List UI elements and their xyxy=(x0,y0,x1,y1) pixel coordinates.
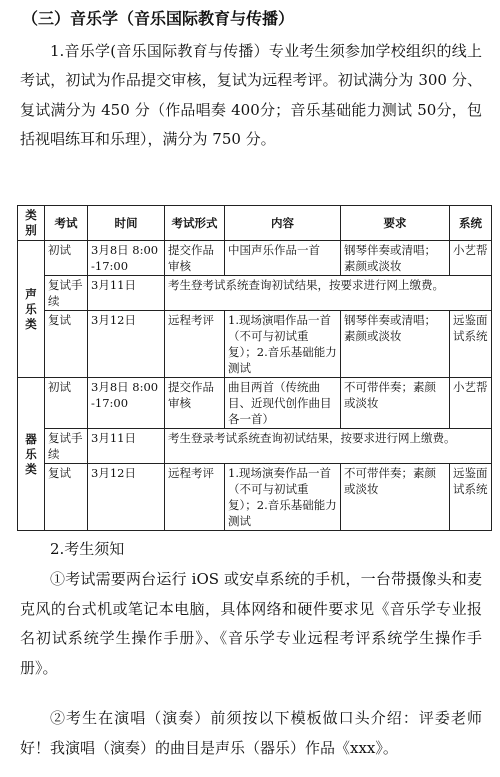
cell-time: 3月8日 8:00-17:00 xyxy=(88,241,165,276)
table-row xyxy=(18,378,492,429)
cell-form: 远程考评 xyxy=(165,311,225,378)
notice-item-1: ①考试需要两台运行 iOS 或安卓系统的手机，一台带摄像头和麦克风的台式机或笔记本电脑，具体网络和硬件要求见《音乐学专业报名初试系统学生操作手册》、《音乐学专业远程考评系统学生操作手册》。 xyxy=(20,570,482,677)
header-time: 时间 xyxy=(88,206,165,241)
cell-exam: 复试 xyxy=(45,311,88,378)
cell-exam: 复试 xyxy=(45,464,88,531)
cell-time: 3月8日 8:00-17:00 xyxy=(88,378,165,429)
category-cell-vocal: 声乐类 xyxy=(18,241,45,378)
cell-form: 提交作品审核 xyxy=(165,378,225,429)
header-system: 系统 xyxy=(450,206,492,241)
exam-schedule-table xyxy=(17,205,492,531)
cell-system: 小艺帮 xyxy=(450,378,492,429)
table-header-row xyxy=(18,206,492,241)
cell-form: 提交作品审核 xyxy=(165,241,225,276)
notice-item-2: ②考生在演唱（演奏）前须按以下模板做口头介绍：评委老师好！我演唱（演奏）的曲目是声乐（器乐）作品《xxx》。 xyxy=(20,709,482,757)
intro-paragraph: 1.音乐学(音乐国际教育与传播）专业考生须参加学校组织的线上考试，初试为作品提交审核，复试为远程考评。初试满分为 300 分、复试满分为 450 分（作品唱奏 400分；音乐基础能力测试 50分，包括视唱练耳和乐理），满分为 750 分。 xyxy=(20,42,482,148)
section-heading: （三）音乐学（音乐国际教育与传播） xyxy=(22,9,295,28)
cell-exam: 初试 xyxy=(45,378,88,429)
cell-content: 中国声乐作品一首 xyxy=(225,241,341,276)
cell-requirement: 钢琴伴奏或清唱；素颜或淡妆 xyxy=(341,241,450,276)
table-row xyxy=(18,311,492,378)
header-content: 内容 xyxy=(225,206,341,241)
cell-span-note: 考生登录考试系统查询初试结果，按要求进行网上缴费。 xyxy=(165,429,492,464)
category-cell-instrumental: 器乐类 xyxy=(18,378,45,531)
table-row xyxy=(18,429,492,464)
table-row xyxy=(18,241,492,276)
cell-content: 1.现场演唱作品一首（不可与初试重复）；2.音乐基础能力测试 xyxy=(225,311,341,378)
table-row xyxy=(18,464,492,531)
cell-time: 3月11日 xyxy=(88,276,165,311)
header-category: 类别 xyxy=(18,206,45,241)
header-requirement: 要求 xyxy=(341,206,450,241)
header-exam: 考试 xyxy=(45,206,88,241)
cell-requirement: 不可带伴奏；素颜或淡妆 xyxy=(341,464,450,531)
cell-content: 1.现场演奏作品一首（不可与初试重复）；2.音乐基础能力测试 xyxy=(225,464,341,531)
cell-requirement: 不可带伴奏；素颜或淡妆 xyxy=(341,378,450,429)
cell-system: 远鉴面试系统 xyxy=(450,311,492,378)
cell-system: 远鉴面试系统 xyxy=(450,464,492,531)
cell-time: 3月12日 xyxy=(88,311,165,378)
cell-content: 曲目两首（传统曲目、近现代创作曲目各一首） xyxy=(225,378,341,429)
cell-system: 小艺帮 xyxy=(450,241,492,276)
cell-exam: 复试手续 xyxy=(45,276,88,311)
cell-requirement: 钢琴伴奏或清唱；素颜或淡妆 xyxy=(341,311,450,378)
cell-exam: 初试 xyxy=(45,241,88,276)
cell-form: 远程考评 xyxy=(165,464,225,531)
cell-span-note: 考生登考试系统查询初试结果，按要求进行网上缴费。 xyxy=(165,276,492,311)
cell-exam: 复试手续 xyxy=(45,429,88,464)
cell-time: 3月12日 xyxy=(88,464,165,531)
table-row xyxy=(18,276,492,311)
cell-time: 3月11日 xyxy=(88,429,165,464)
header-form: 考试形式 xyxy=(165,206,225,241)
notice-title: 2.考生须知 xyxy=(50,540,125,558)
